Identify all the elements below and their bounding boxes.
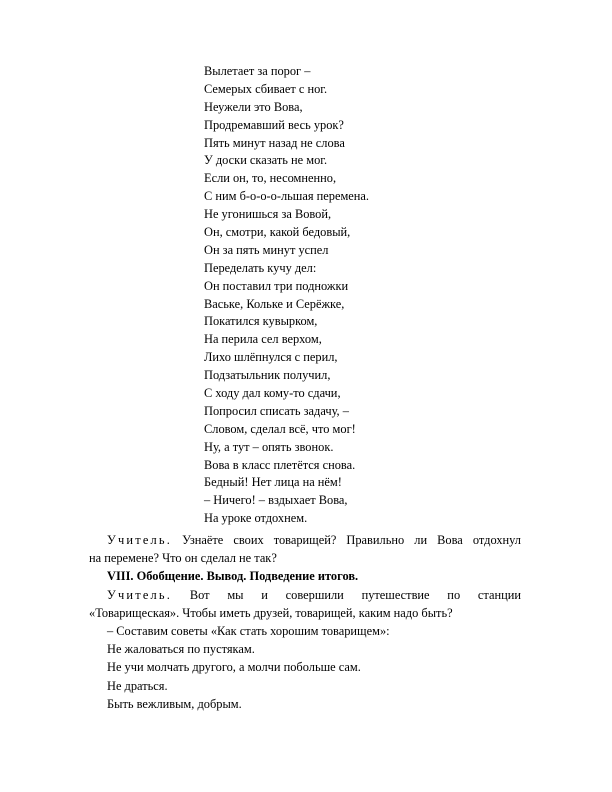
poem-line: На перила сел верхом, [204,332,322,347]
poem-line: Не угонишься за Вовой, [204,207,332,222]
poem-line: Подзатыльник получил, [204,368,331,383]
poem-line: Лихо шлёпнулся с перил, [204,350,338,365]
prose-block [89,531,521,713]
poem-line: – Ничего! – вздыхает Вова, [204,493,348,508]
advice-item: Не учи молчать другого, а молчи побольше сам. [107,660,361,675]
teacher-summary-line-2: «Товарищеская». Чтобы иметь друзей, товарищей, каким надо быть? [89,605,453,620]
poem-line: Ваське, Кольке и Серёжке, [204,296,345,311]
teacher-summary-text: Вот мы и совершили путешествие по станции [189,587,521,602]
poem-line: Вова в класс плетётся снова. [204,457,356,472]
poem-line: Неужели это Вова, [204,99,303,114]
poem-line: Словом, сделал всё, что мог! [204,421,356,436]
advice-item: Не жаловаться по пустякам. [107,642,255,657]
poem-line: Если он, то, несомненно, [204,171,337,186]
speaker-label: Учитель. [107,587,173,602]
poem-line: Пять минут назад не слова [204,135,345,150]
teacher-question-line-1 [89,531,521,549]
poem-line: Продремавший весь урок? [204,117,344,132]
poem-line: Семерых сбивает с ног. [204,81,328,96]
speaker-label: Учитель. [107,533,173,547]
poem-line: Он за пять минут успел [204,242,329,257]
advice-intro: – Составим советы «Как стать хорошим товарищем»: [107,624,390,639]
poem-block [204,63,504,528]
teacher-question-line-2: на перемене? Что он сделал не так? [89,551,277,566]
poem-line: Он поставил три подножки [204,278,349,293]
poem-line: С ходу дал кому-то сдачи, [204,386,341,401]
teacher-question-text: Узнаёте своих товарищей? Правильно ли Вова отдохнул [182,533,521,547]
advice-item: Быть вежливым, добрым. [107,696,242,711]
poem-line: У доски сказать не мог. [204,153,328,168]
poem-line: Ну, а тут – опять звонок. [204,439,334,454]
poem-line: Бедный! Нет лица на нём! [204,475,342,490]
poem-line: Переделать кучу дел: [204,260,317,275]
poem-line: Он, смотри, какой бедовый, [204,225,351,240]
poem-line: С ним б-о-о-о-льшая перемена. [204,189,370,204]
section-heading: VIII. Обобщение. Вывод. Подведение итогов. [107,569,359,584]
teacher-summary-line-1 [89,586,521,604]
poem-line: Попросил списать задачу, – [204,403,349,418]
poem-line: Покатился кувырком, [204,314,318,329]
poem-line: На уроке отдохнем. [204,511,308,526]
poem-line: Вылетает за порог – [204,64,311,78]
advice-item: Не драться. [107,678,168,693]
